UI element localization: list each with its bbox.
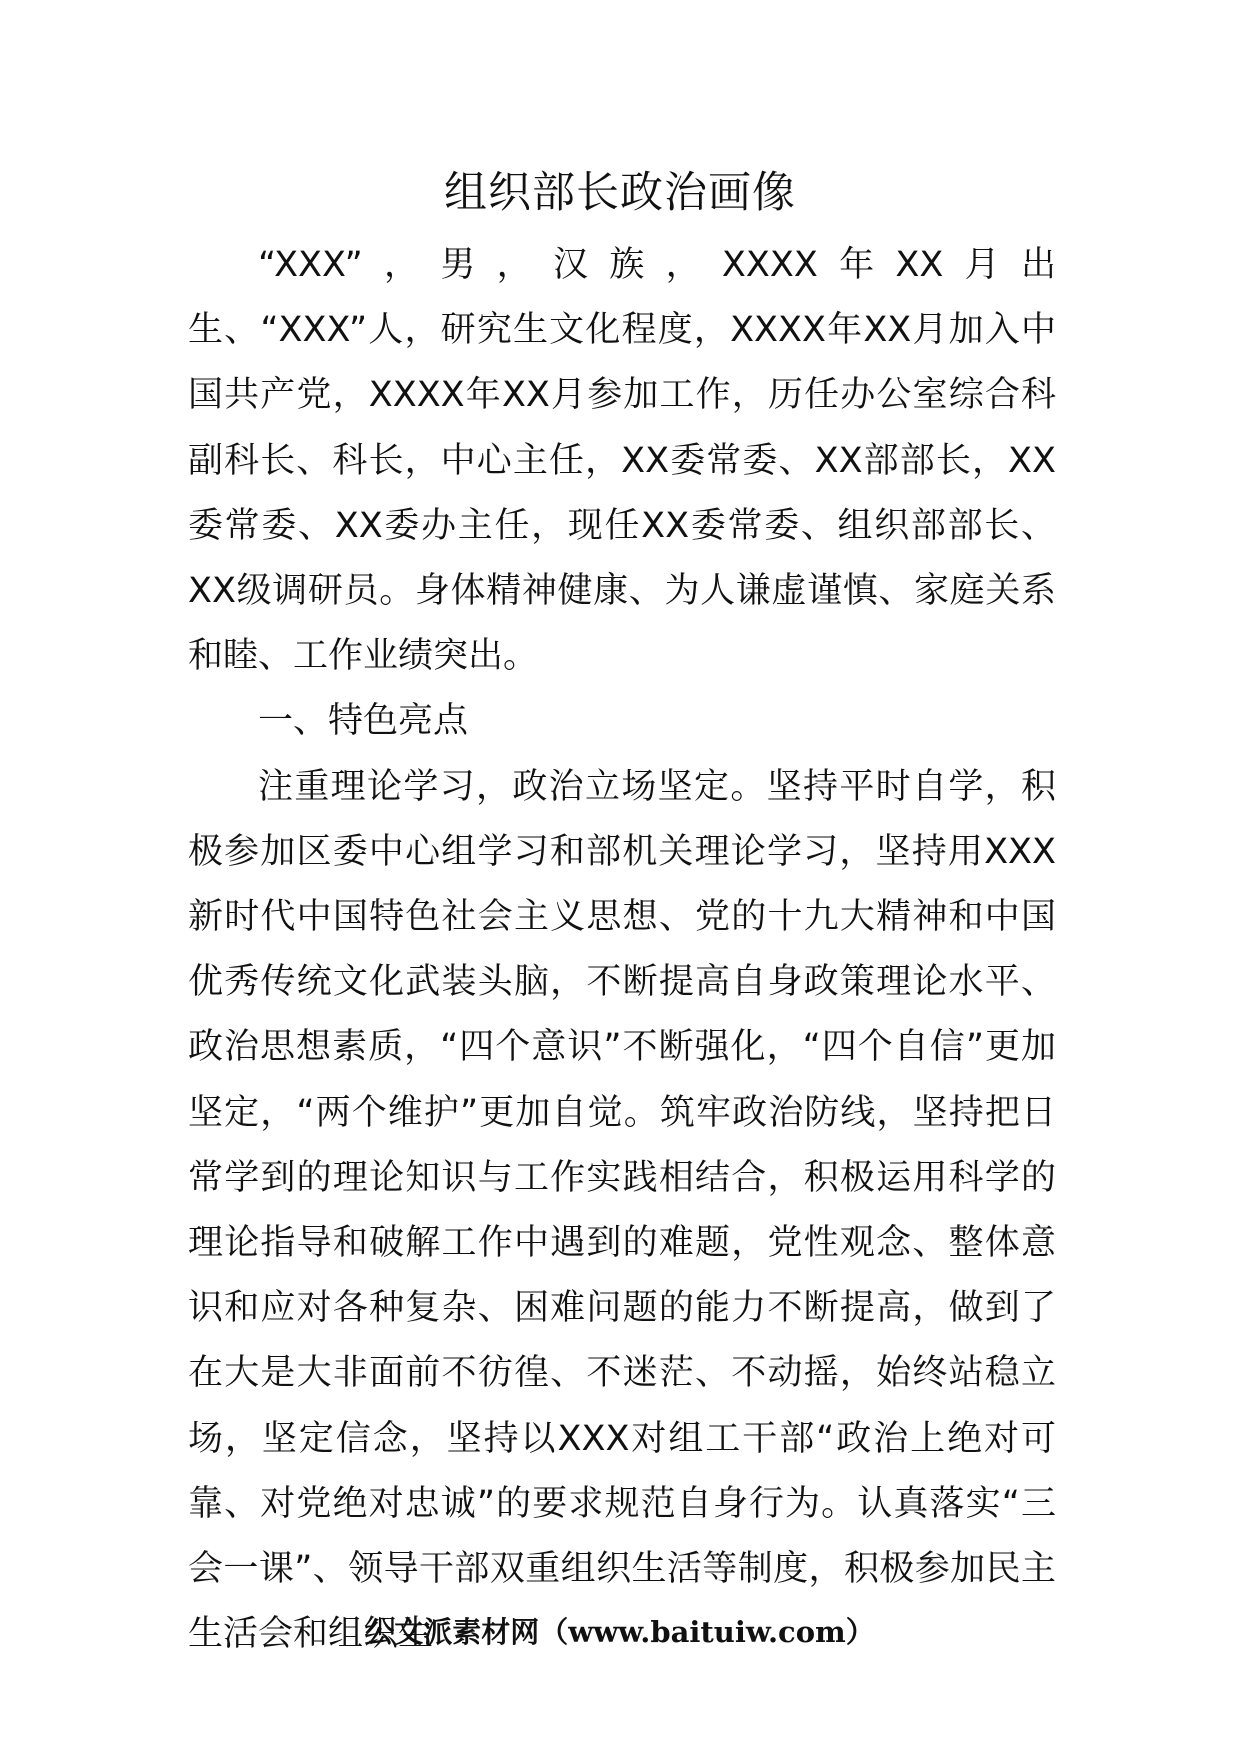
intro-paragraph: “XXX”，男，汉族，XXXX年XX月出生、“XXX”人，研究生文化程度，XXXX年XX月加入中国共产党，XXXX年XX月参加工作，历任办公室综合科副科长、科长，中心主任，XX委常委、XX部部长，XX委常委、XX委办主任，现任XX委常委、组织部部长、XX级调研员。身体精神健康、为人谦虚谨慎、家庭关系和睦、工作业绩突出。 <box>188 245 1056 677</box>
document-title: 组织部长政治画像 <box>444 168 796 218</box>
section-heading: 一、特色亮点 <box>258 701 469 742</box>
document-body <box>188 233 1056 1667</box>
footer-source: 公文派素材网（www.baituiw.com） <box>365 1615 875 1649</box>
section-paragraph: 注重理论学习，政治立场坚定。坚持平时自学，积极参加区委中心组学习和部机关理论学习，坚持用XXX新时代中国特色社会主义思想、党的十九大精神和中国优秀传统文化武装头脑，不断提高自身政策理论水平、政治思想素质，“四个意识”不断强化，“四个自信”更加坚定，“两个维护”更加自觉。筑牢政治防线，坚持把日常学到的理论知识与工作实践相结合，积极运用科学的理论指导和破解工作中遇到的难题，党性观念、整体意识和应对各种复杂、困难问题的能力不断提高，做到了在大是大非面前不彷徨、不迷茫、不动摇，始终站稳立场，坚定信念，坚持以XXX对组工干部“政治上绝对可靠、对党绝对忠诚”的要求规范自身行为。认真落实“三会一课”、领导干部双重组织生活等制度，积极参加民主生活会和组织生 <box>188 766 1056 1655</box>
